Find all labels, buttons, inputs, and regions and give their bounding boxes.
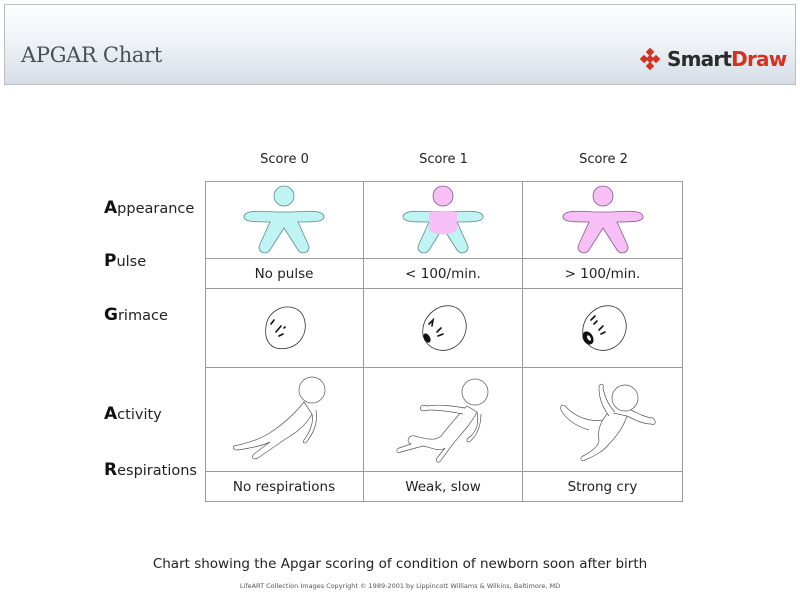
header-banner xyxy=(4,4,796,85)
copyright-notice: LifeART Collection Images Copyright © 1989-2001 by Lippincott Williams & Wilkins, Baltimore, MD xyxy=(239,582,561,590)
baby-some-flexion-icon xyxy=(383,372,503,467)
row-label-activity xyxy=(104,404,162,424)
baby-active-motion-icon xyxy=(543,372,663,467)
row-label-rest: ulse xyxy=(116,254,147,270)
row-label-rest: ppearance xyxy=(117,201,195,217)
row-label-rest: ctivity xyxy=(117,407,162,423)
respirations-cell-score-1: Weak, slow xyxy=(364,472,523,502)
appearance-cell-score-0 xyxy=(205,181,364,259)
row-label-appearance xyxy=(104,198,194,218)
row-label-initial: A xyxy=(104,198,118,218)
baby-limp-icon xyxy=(224,372,344,467)
apgar-score-grid xyxy=(205,181,683,502)
pink-body-blue-limbs-figure-icon xyxy=(398,184,488,256)
row-label-pulse xyxy=(104,251,146,271)
logo-draw-text: Draw xyxy=(731,47,787,71)
appearance-cell-score-2 xyxy=(523,181,683,259)
page-title: APGAR Chart xyxy=(21,43,163,67)
row-label-initial: A xyxy=(104,404,118,424)
grimace-cell-score-0 xyxy=(205,289,364,368)
pink-baby-figure-icon xyxy=(558,184,648,256)
row-label-initial: P xyxy=(104,251,117,271)
activity-cell-score-2 xyxy=(523,368,683,472)
logo-smart-text: Smart xyxy=(667,47,732,71)
respirations-cell-score-2: Strong cry xyxy=(523,472,683,502)
row-label-initial: G xyxy=(104,305,118,325)
row-label-rest: espirations xyxy=(117,463,197,479)
row-label-rest: rimace xyxy=(117,308,168,324)
respirations-cell-score-0: No respirations xyxy=(205,472,364,502)
smartdraw-diamond-icon xyxy=(639,48,661,70)
baby-face-no-grimace-icon xyxy=(254,298,314,358)
chart-caption: Chart showing the Apgar scoring of condition of newborn soon after birth xyxy=(152,556,648,572)
smartdraw-logo xyxy=(639,45,786,73)
pulse-cell-score-1: < 100/min. xyxy=(364,259,523,289)
blue-baby-figure-icon xyxy=(239,184,329,256)
grimace-cell-score-1 xyxy=(364,289,523,368)
baby-face-crying-icon xyxy=(573,298,633,358)
logo-wordmark xyxy=(667,47,786,71)
baby-face-grimace-icon xyxy=(413,298,473,358)
pulse-cell-score-2: > 100/min. xyxy=(523,259,683,289)
grimace-cell-score-2 xyxy=(523,289,683,368)
column-header-score-0: Score 0 xyxy=(260,152,309,167)
row-label-respirations xyxy=(104,460,197,480)
row-label-initial: R xyxy=(104,460,118,480)
column-header-score-2: Score 2 xyxy=(579,152,628,167)
row-label-grimace xyxy=(104,305,168,325)
activity-cell-score-0 xyxy=(205,368,364,472)
column-header-score-1: Score 1 xyxy=(419,152,468,167)
appearance-cell-score-1 xyxy=(364,181,523,259)
activity-cell-score-1 xyxy=(364,368,523,472)
pulse-cell-score-0: No pulse xyxy=(205,259,364,289)
